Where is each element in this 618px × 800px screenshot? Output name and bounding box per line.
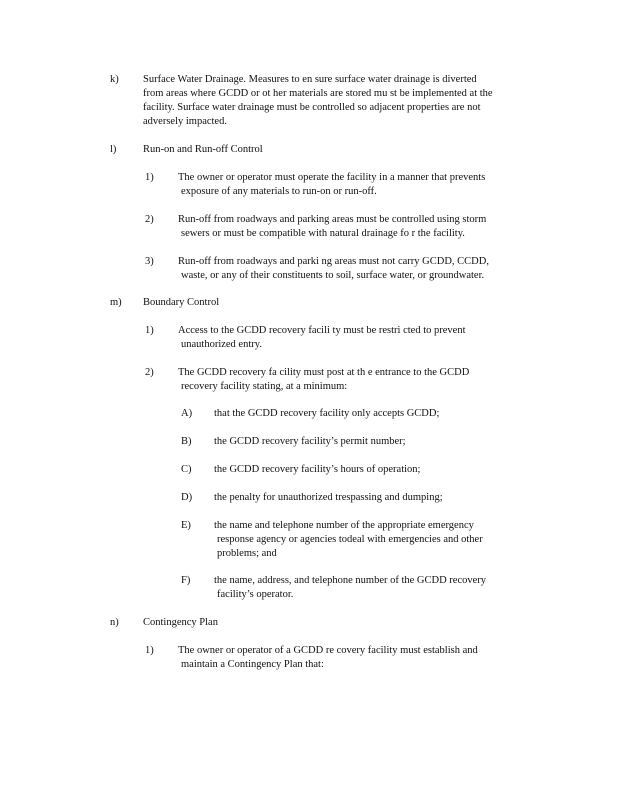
item-line: recovery facility stating, at a minimum: [181,381,348,392]
subitem-marker: C) [181,464,192,475]
item-line: The GCDD recovery fa cility must post at th e entrance to the GCDD [178,367,470,378]
item-line: sewers or must be compatible with natural drainage fo r the facility. [181,228,465,239]
item-line: The owner or operator of a GCDD re covery facility must establish and [178,645,478,656]
item-line: The owner or operator must operate the facility in a manner that prevents [178,172,486,183]
paragraph-line: facility. Surface water drainage must be controlled so adjacent properties are not [143,102,481,113]
item-line: waste, or any of their constituents to soil, surface water, or groundwater. [181,270,485,281]
item-marker: 1) [145,645,154,656]
paragraph-line: from areas where GCDD or ot her materials are stored mu st be implemented at the [143,88,493,99]
item-marker: 3) [145,256,154,267]
item-line: unauthorized entry. [181,339,262,350]
subitem-line: response agency or agencies todeal with emergencies and other [217,534,483,545]
subitem-line: the GCDD recovery facility’s hours of operation; [214,464,421,475]
item-marker: 2) [145,367,154,378]
item-marker: 1) [145,172,154,183]
section-marker: m) [110,297,122,308]
subitem-line: the penalty for unauthorized trespassing and dumping; [214,492,443,503]
item-marker: 1) [145,325,154,336]
section-heading: Boundary Control [143,297,220,308]
subitem-line: the name, address, and telephone number of the GCDD recovery [214,575,487,586]
section-heading: Run-on and Run-off Control [143,144,263,155]
subitem-line: the GCDD recovery facility’s permit number; [214,436,406,447]
item-line: exposure of any materials to run-on or run-off. [181,186,377,197]
subitem-marker: D) [181,492,193,503]
subitem-line: problems; and [217,548,277,559]
subitem-line: facility’s operator. [217,589,294,600]
item-line: maintain a Contingency Plan that: [181,659,324,670]
item-marker: 2) [145,214,154,225]
subitem-marker: B) [181,436,192,447]
item-line: Run-off from roadways and parking areas must be controlled using storm [178,214,487,225]
subitem-marker: E) [181,520,191,531]
subitem-marker: A) [181,408,193,419]
section-heading: Contingency Plan [143,617,218,628]
section-marker: l) [110,144,117,155]
paragraph-line: adversely impacted. [143,116,227,127]
paragraph-line: Surface Water Drainage. Measures to en sure surface water drainage is diverted [143,74,477,85]
subitem-line: that the GCDD recovery facility only accepts GCDD; [214,408,440,419]
item-line: Run-off from roadways and parki ng areas must not carry GCDD, CCDD, [178,256,489,267]
section-marker: n) [110,617,119,628]
subitem-line: the name and telephone number of the appropriate emergency [214,520,474,531]
section-marker: k) [110,74,119,85]
item-line: Access to the GCDD recovery facili ty must be restri cted to prevent [178,325,466,336]
subitem-marker: F) [181,575,191,586]
